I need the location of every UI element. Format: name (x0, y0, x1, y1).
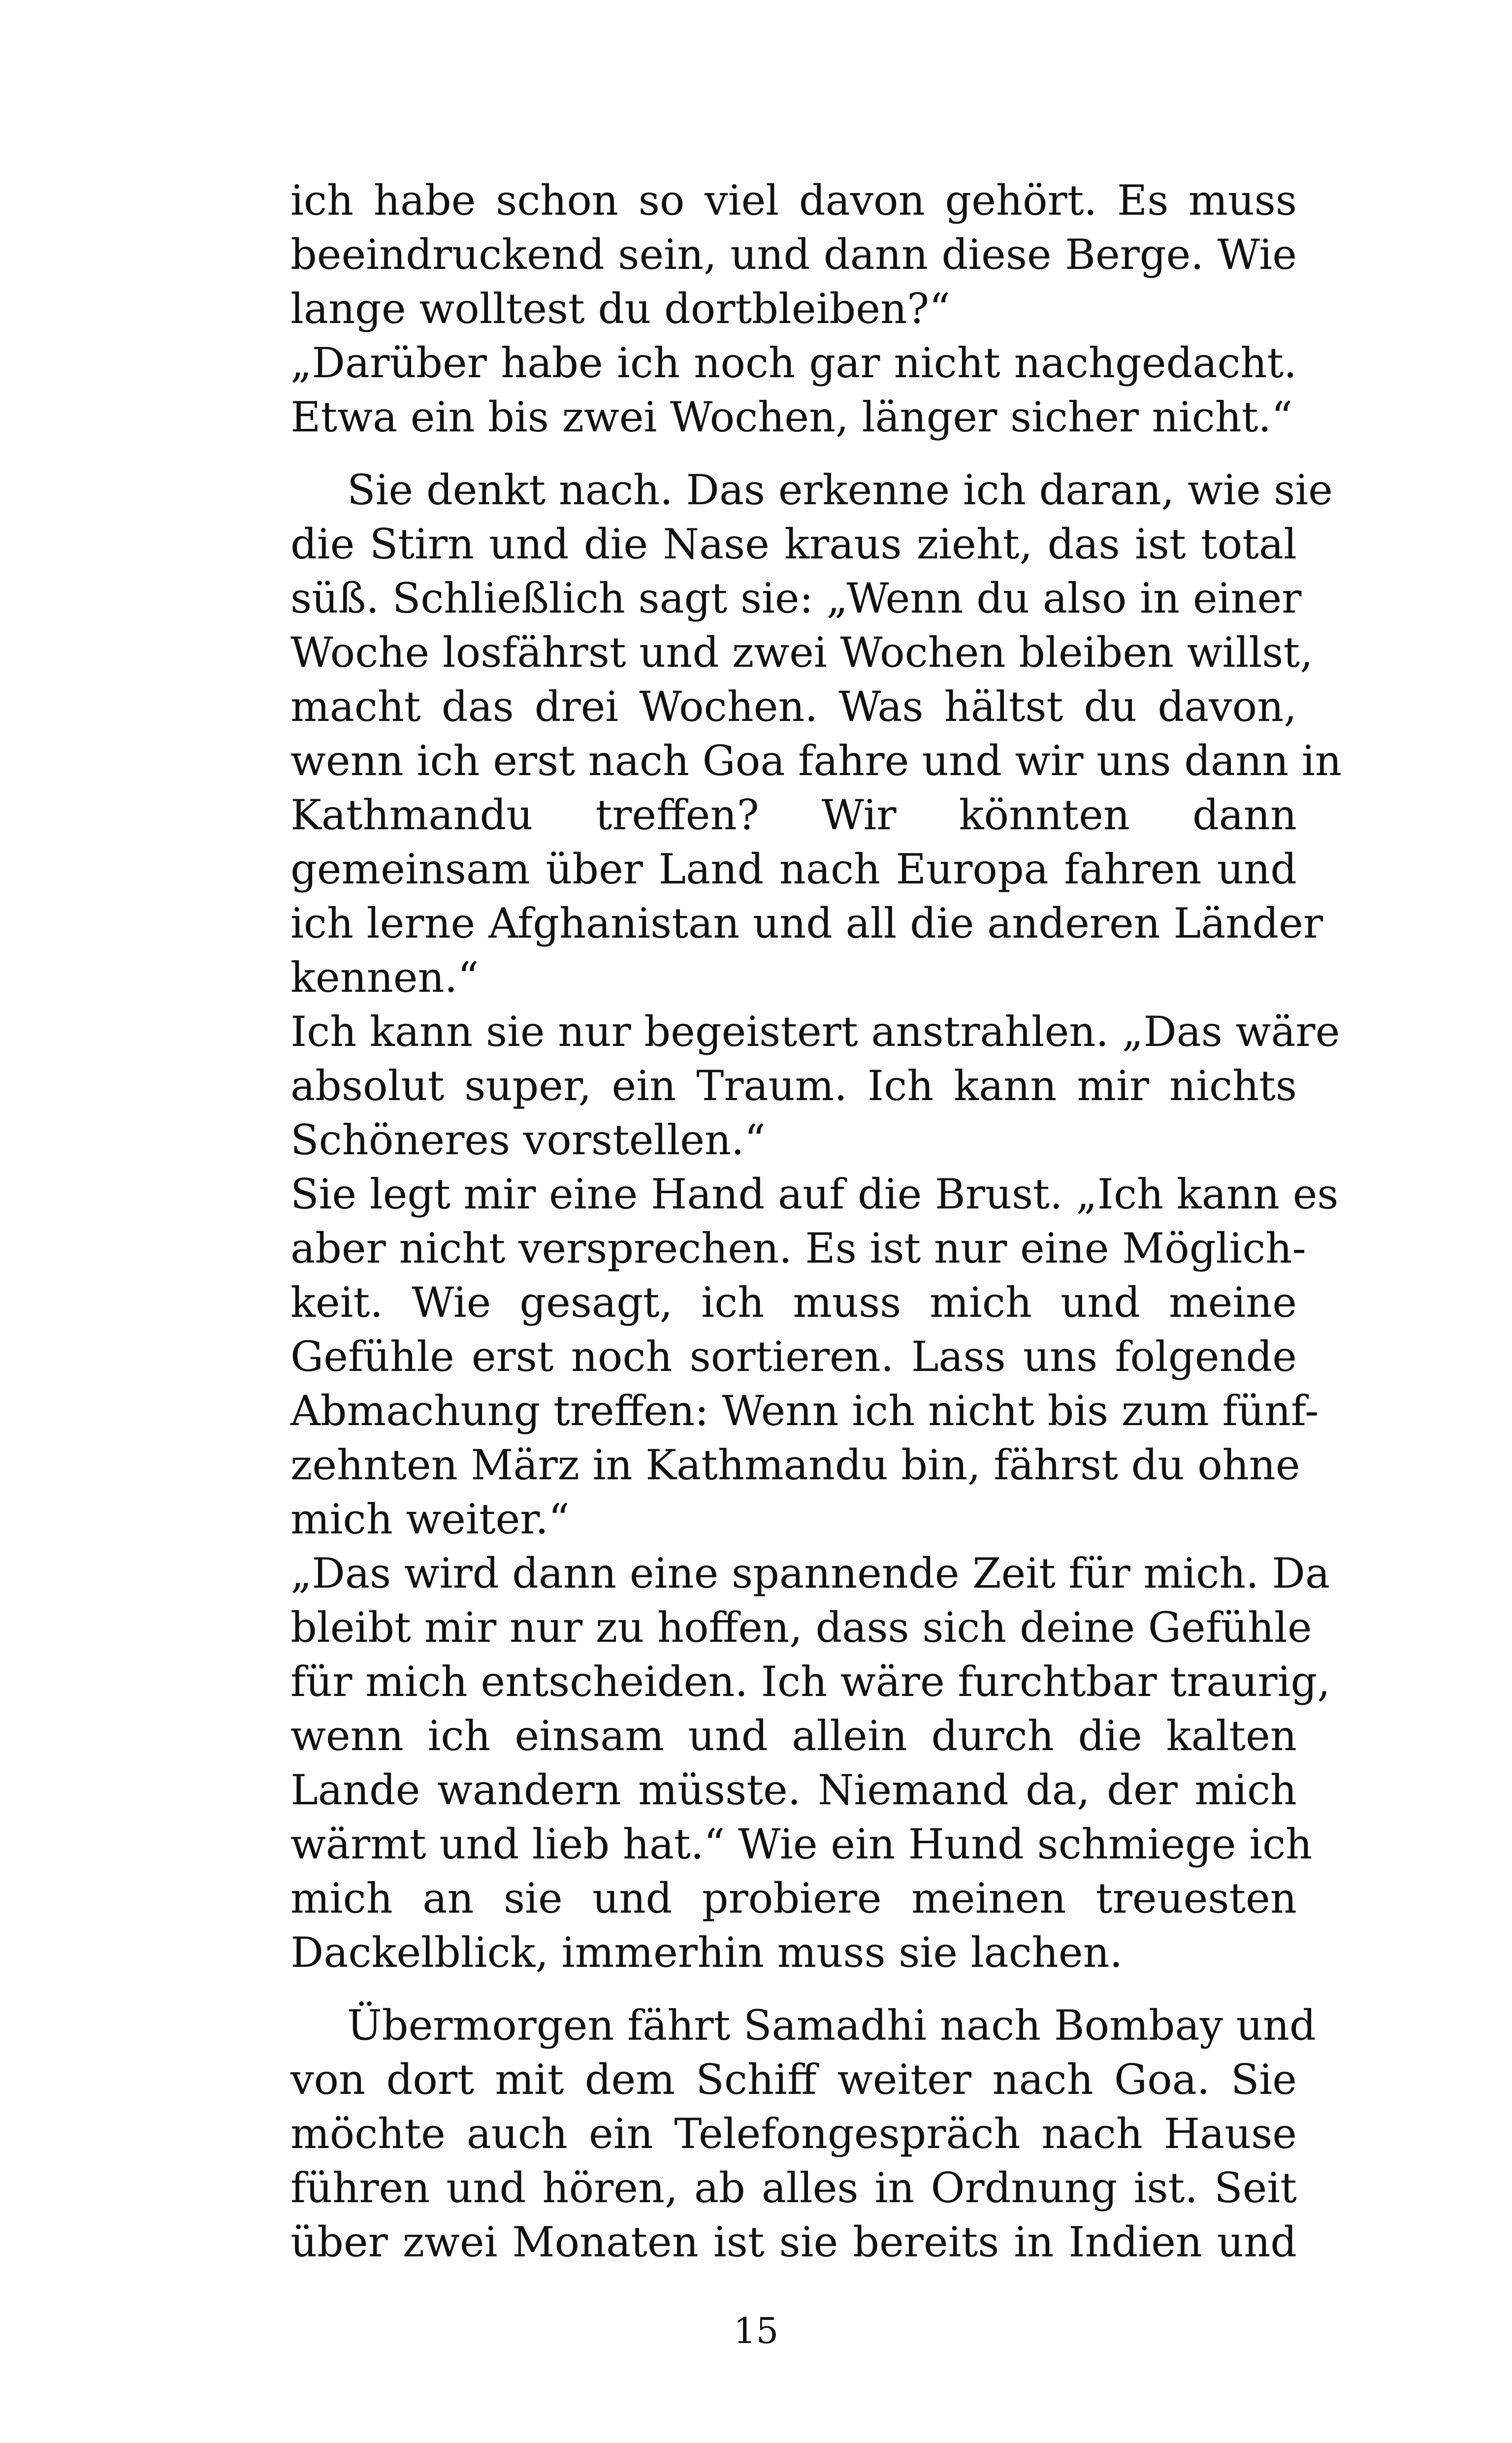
text-line: Etwa ein bis zwei Wochen, länger sicher nicht.“ (290, 393, 1293, 441)
text-line: „Darüber habe ich noch gar nicht nachgedacht. (290, 339, 1297, 387)
page-number: 15 (733, 2310, 779, 2351)
text-line: die Stirn und die Nase kraus zieht, das ist total (290, 520, 1297, 568)
text-line: wärmt und lieb hat.“ Wie ein Hund schmiege ich (290, 1820, 1313, 1868)
text-line: kennen.“ (290, 953, 479, 1002)
text-line: Woche losfährst und zwei Wochen bleiben willst, (290, 628, 1313, 677)
text-line: „Das wird dann eine spannende Zeit für mich. Da (290, 1549, 1330, 1597)
text-line: Abmachung treffen: Wenn ich nicht bis zum fünf- (290, 1387, 1319, 1435)
text-line: mich an sie und probiere meinen treuesten (290, 1874, 1297, 1922)
text-line: mich weiter.“ (290, 1495, 570, 1543)
text-line: lange wolltest du dortbleiben?“ (290, 285, 951, 333)
text-line: für mich entscheiden. Ich wäre furchtbar traurig, (290, 1658, 1330, 1706)
page-body (290, 173, 1342, 2269)
text-line: ich lerne Afghanistan und all die anderen Länder (290, 899, 1323, 947)
text-line: Übermorgen fährt Samadhi nach Bombay und (347, 2001, 1316, 2050)
text-line: Sie denkt nach. Das erkenne ich daran, wie sie (347, 466, 1333, 514)
text-line: Sie legt mir eine Hand auf die Brust. „Ich kann es (290, 1170, 1339, 1218)
text-line: Gefühle erst noch sortieren. Lass uns folgende (290, 1333, 1297, 1381)
text-line: Dackelblick, immerhin muss sie lachen. (290, 1928, 1123, 1977)
text-line: führen und hören, ab alles in Ordnung ist. Seit (290, 2164, 1297, 2212)
text-line: aber nicht versprechen. Es ist nur eine Möglich- (290, 1224, 1306, 1272)
text-line: macht das drei Wochen. Was hältst du davon, (290, 683, 1297, 731)
text-line: süß. Schließlich sagt sie: „Wenn du also in einer (290, 574, 1302, 622)
text-line: wenn ich einsam und allein durch die kalten (290, 1712, 1297, 1760)
text-line: bleibt mir nur zu hoffen, dass sich deine Gefühle (290, 1603, 1312, 1652)
text-line: Schöneres vorstellen.“ (290, 1116, 766, 1164)
paragraph-gap (290, 444, 1297, 463)
paragraph-gap (290, 1980, 1297, 1998)
text-line: von dort mit dem Schiff weiter nach Goa. Sie (290, 2055, 1297, 2104)
text-line: ich habe schon so viel davon gehört. Es muss (290, 176, 1297, 225)
text-line: keit. Wie gesagt, ich muss mich und meine (290, 1278, 1297, 1327)
text-line: gemeinsam über Land nach Europa fahren und (290, 845, 1297, 893)
text-line: wenn ich erst nach Goa fahre und wir uns dann in (290, 737, 1342, 785)
text-line: zehnten März in Kathmandu bin, fährst du ohne (290, 1441, 1300, 1489)
text-line: beeindruckend sein, und dann diese Berge. Wie (290, 230, 1297, 279)
text-line: möchte auch ein Telefongespräch nach Hause (290, 2110, 1297, 2158)
text-line: über zwei Monaten ist sie bereits in Indien und (290, 2218, 1297, 2266)
text-line: Ich kann sie nur begeistert anstrahlen. „Das wäre (290, 1008, 1340, 1056)
text-line: Kathmandu treffen? Wir könnten dann (290, 791, 1297, 839)
text-line: Lande wandern müsste. Niemand da, der mich (290, 1766, 1297, 1814)
text-line: absolut super, ein Traum. Ich kann mir nichts (290, 1062, 1297, 1110)
